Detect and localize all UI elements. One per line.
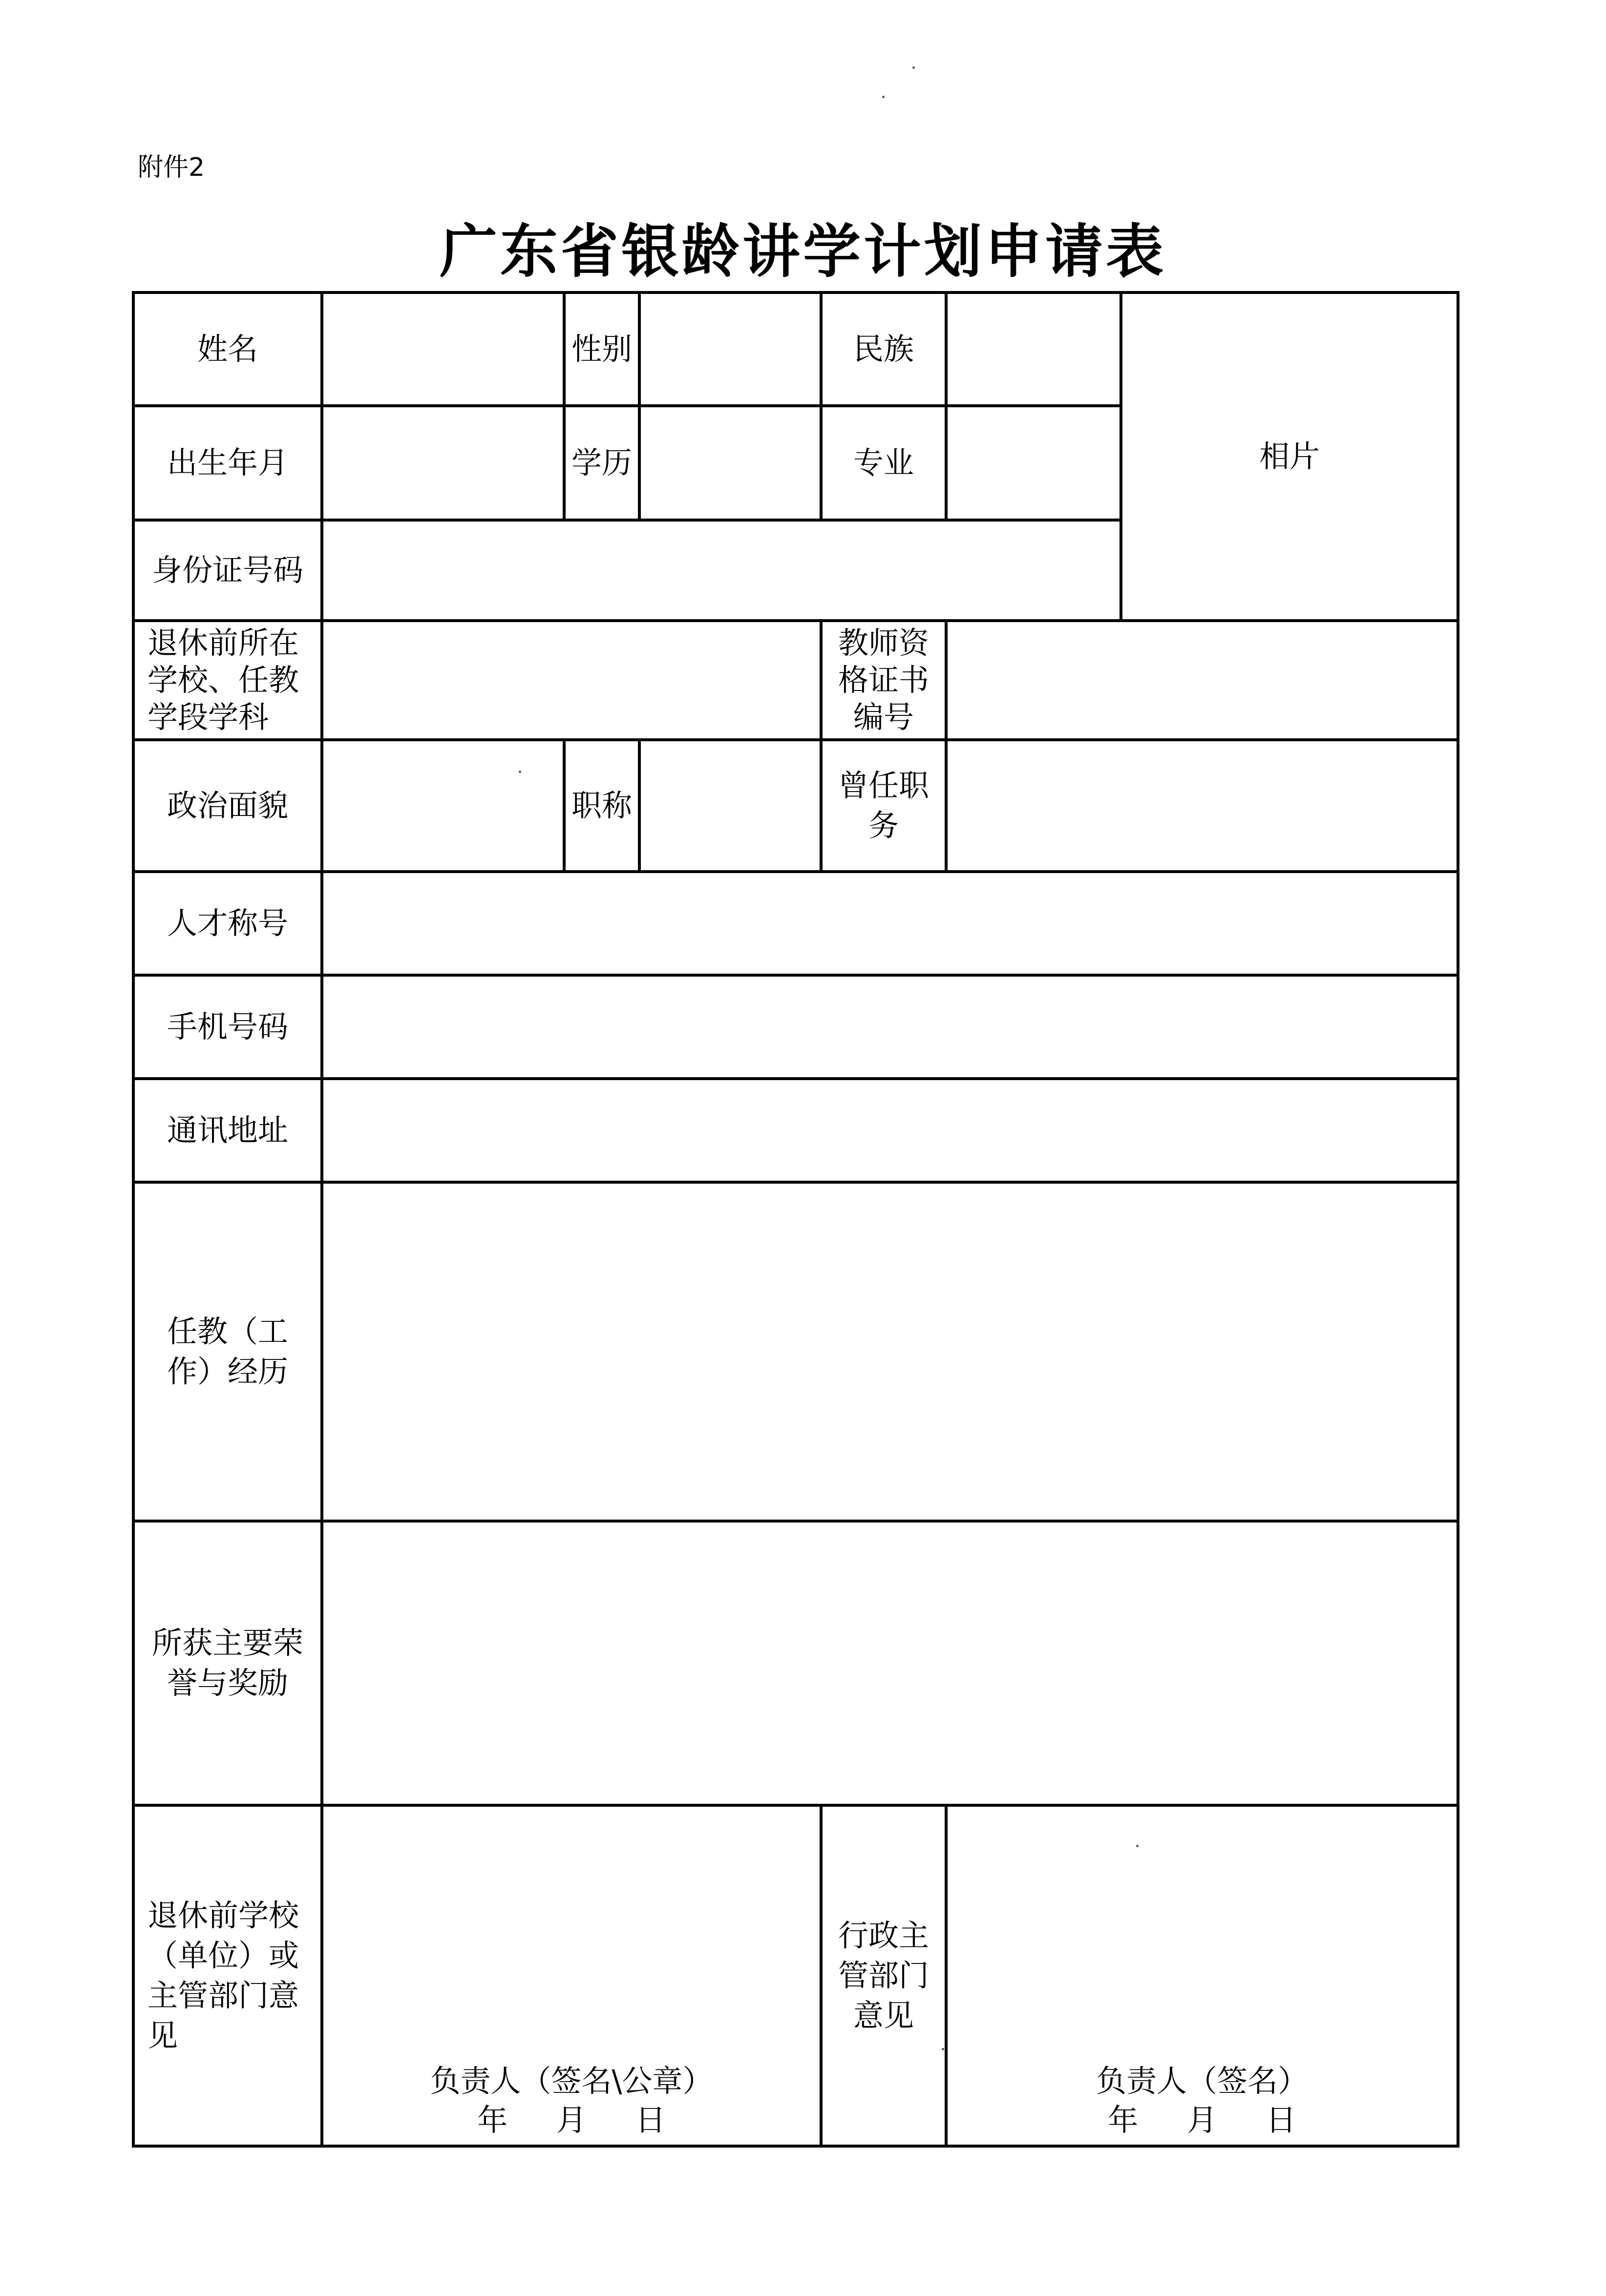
id-number-field[interactable] xyxy=(322,520,1121,621)
application-form-table xyxy=(132,291,1459,2148)
month-label: 月 xyxy=(556,2102,587,2138)
former-position-label: 曾任职务 xyxy=(821,740,946,872)
admin-opinion-field[interactable] xyxy=(946,1805,1458,2146)
address-label: 通讯地址 xyxy=(133,1079,322,1182)
admin-signature-block xyxy=(948,2062,1457,2140)
id-number-label: 身份证号码 xyxy=(133,520,322,621)
photo-box[interactable]: 相片 xyxy=(1121,292,1458,621)
year-label: 年 xyxy=(477,2102,508,2138)
month-label: 月 xyxy=(1186,2102,1217,2138)
scan-speck xyxy=(1136,1845,1139,1847)
ethnicity-field[interactable] xyxy=(946,292,1121,406)
talent-title-label: 人才称号 xyxy=(133,872,322,975)
teacher-cert-field[interactable] xyxy=(946,621,1458,740)
scan-speck xyxy=(912,66,915,69)
experience-field[interactable] xyxy=(322,1182,1458,1521)
experience-label: 任教（工作）经历 xyxy=(133,1182,322,1521)
admin-sign-date xyxy=(948,2101,1457,2140)
day-label: 日 xyxy=(635,2102,666,2138)
job-title-field[interactable] xyxy=(639,740,821,872)
scan-speck xyxy=(942,2048,944,2050)
job-title-label: 职称 xyxy=(564,740,639,872)
year-label: 年 xyxy=(1108,2102,1139,2138)
school-sign-label: 负责人（签名\公章） xyxy=(430,2063,713,2099)
political-status-label: 政治面貌 xyxy=(133,740,322,872)
name-label: 姓名 xyxy=(133,292,322,406)
prev-school-field[interactable] xyxy=(322,621,821,740)
school-sign-date xyxy=(323,2101,820,2140)
honors-field[interactable] xyxy=(322,1521,1458,1805)
gender-field[interactable] xyxy=(639,292,821,406)
admin-opinion-label: 行政主管部门意见 xyxy=(821,1805,946,2146)
page-title: 广东省银龄讲学计划申请表 xyxy=(439,218,1166,285)
education-label: 学历 xyxy=(564,406,639,520)
major-label: 专业 xyxy=(821,406,946,520)
school-signature-block xyxy=(323,2062,820,2140)
mobile-label: 手机号码 xyxy=(133,975,322,1079)
school-opinion-field[interactable] xyxy=(322,1805,821,2146)
day-label: 日 xyxy=(1266,2102,1296,2138)
birth-label: 出生年月 xyxy=(133,406,322,520)
talent-title-field[interactable] xyxy=(322,872,1458,975)
political-status-field[interactable] xyxy=(322,740,564,872)
birth-field[interactable] xyxy=(322,406,564,520)
gender-label: 性别 xyxy=(564,292,639,406)
honors-label: 所获主要荣誉与奖励 xyxy=(133,1521,322,1805)
teacher-cert-label: 教师资格证书编号 xyxy=(821,621,946,740)
attachment-label: 附件2 xyxy=(138,153,205,182)
admin-sign-label: 负责人（签名） xyxy=(1096,2063,1308,2099)
mobile-field[interactable] xyxy=(322,975,1458,1079)
scan-speck xyxy=(882,96,885,98)
address-field[interactable] xyxy=(322,1079,1458,1182)
major-field[interactable] xyxy=(946,406,1121,520)
former-position-field[interactable] xyxy=(946,740,1458,872)
ethnicity-label: 民族 xyxy=(821,292,946,406)
prev-school-label: 退休前所在学校、任教学段学科 xyxy=(133,621,322,740)
scan-speck xyxy=(519,771,521,773)
education-field[interactable] xyxy=(639,406,821,520)
name-field[interactable] xyxy=(322,292,564,406)
school-opinion-label: 退休前学校（单位）或主管部门意见 xyxy=(133,1805,322,2146)
